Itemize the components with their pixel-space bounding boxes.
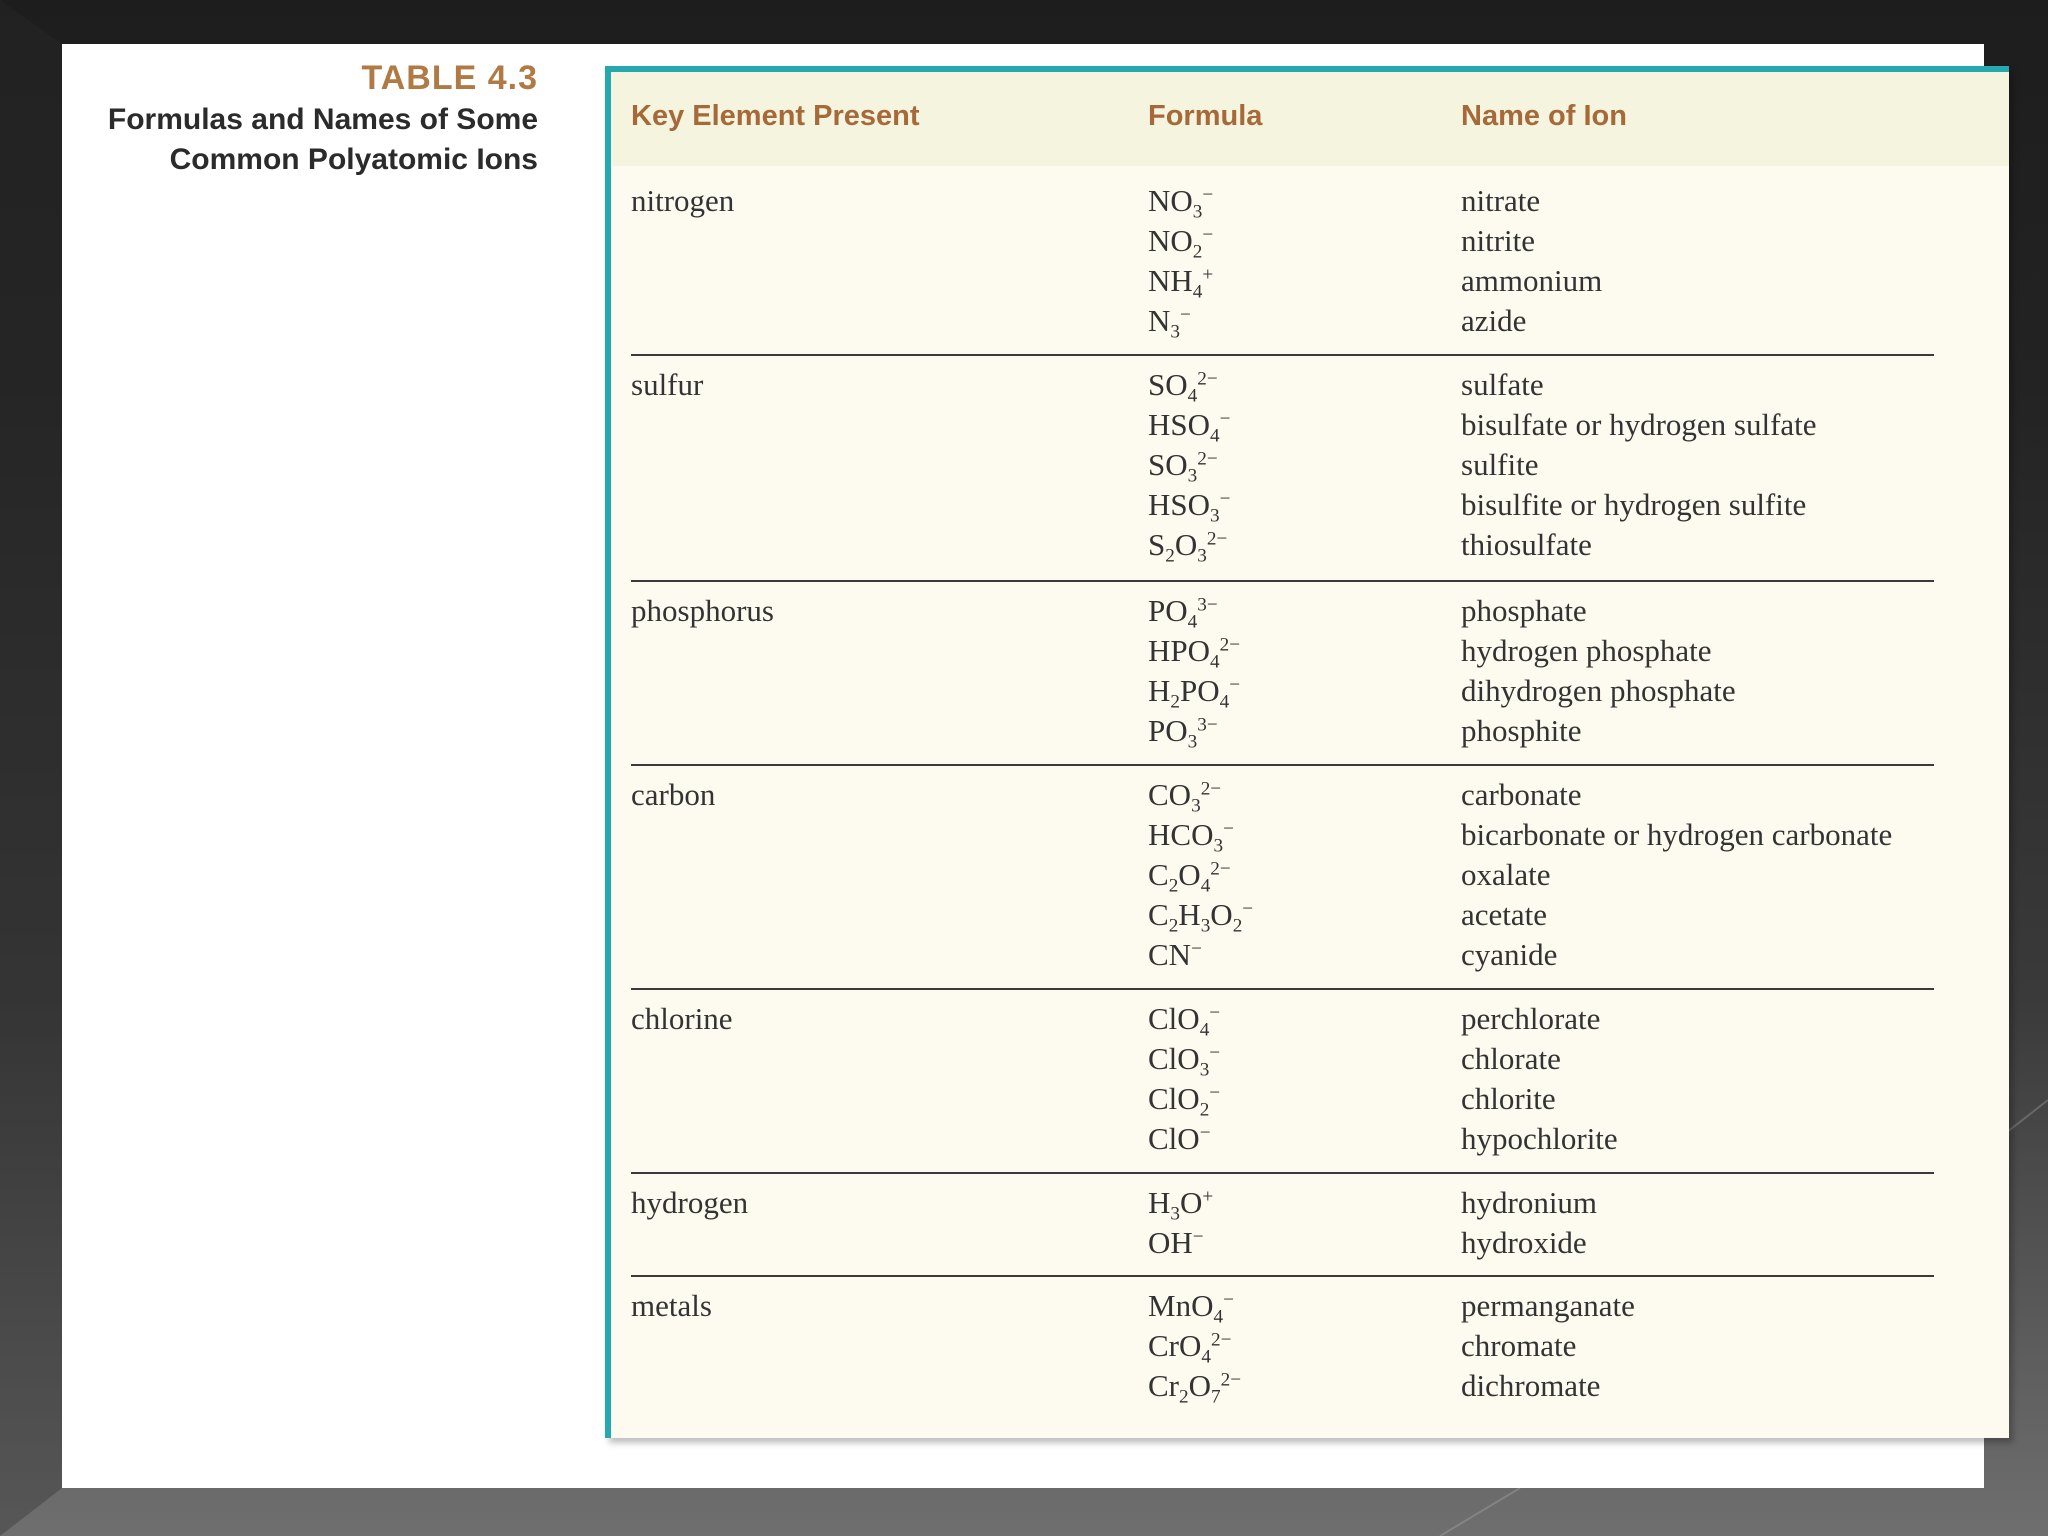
key-element-cell: metals (631, 1288, 712, 1323)
ion-name-cell: hydroxide (1461, 1225, 1587, 1260)
ion-name-cell: sulfate (1461, 367, 1544, 402)
ion-name-cell: azide (1461, 303, 1527, 338)
formula-cell: ClO$_2$− (1148, 1081, 1221, 1121)
ion-name-cell: hypochlorite (1461, 1121, 1618, 1156)
formula-cell: $NO_3^-$ (1148, 183, 1214, 223)
formula-cell: ClO− (1148, 1121, 1211, 1156)
formula-cell: $S_2O_3^{2-}$ (1148, 527, 1228, 567)
formula-cell: $HSO_4^-$ (1148, 407, 1231, 447)
ion-name-cell: chlorate (1461, 1041, 1561, 1076)
ion-name-cell: phosphite (1461, 713, 1582, 748)
polyatomic-ions-table (605, 66, 2009, 1438)
ion-name-cell: permanganate (1461, 1288, 1635, 1323)
key-element-cell: nitrogen (631, 183, 735, 218)
column-header-element: Key Element Present (631, 100, 920, 132)
ion-name-cell: chromate (1461, 1328, 1577, 1363)
formula-cell: $NO_2^-$ (1148, 223, 1214, 263)
row-divider (631, 764, 1934, 766)
key-element-cell: chlorine (631, 1001, 733, 1036)
ion-name-cell: chlorite (1461, 1081, 1556, 1116)
ion-name-cell: oxalate (1461, 857, 1551, 892)
ion-name-cell: cyanide (1461, 937, 1558, 972)
row-divider (631, 1172, 1934, 1174)
ion-name-cell: bicarbonate or hydrogen carbonate (1461, 817, 1893, 852)
formula-cell: $HSO_3^-$ (1148, 487, 1231, 527)
ion-name-cell: bisulfite or hydrogen sulfite (1461, 487, 1807, 522)
key-element-cell: carbon (631, 777, 716, 812)
formula-cell: $HCO_3^-$ (1148, 817, 1234, 857)
row-divider (631, 580, 1934, 582)
ion-name-cell: hydrogen phosphate (1461, 633, 1712, 668)
ion-name-cell: sulfite (1461, 447, 1539, 482)
key-element-cell: sulfur (631, 367, 704, 402)
table-header (611, 72, 2009, 166)
formula-cell: $PO_3^{3-}$ (1148, 713, 1218, 753)
ion-name-cell: bisulfate or hydrogen sulfate (1461, 407, 1817, 442)
formula-cell: CrO$_4^{2-}$ (1148, 1328, 1232, 1368)
formula-cell: $SO_3^{2-}$ (1148, 447, 1218, 487)
formula-cell: ClO$_4$− (1148, 1001, 1221, 1041)
formula-cell: OH− (1148, 1225, 1204, 1260)
formula-cell: ClO$_3$− (1148, 1041, 1221, 1081)
formula-cell: $C_2H_3O_2^-$ (1148, 897, 1254, 937)
ion-name-cell: hydronium (1461, 1185, 1598, 1220)
slide (62, 44, 1984, 1488)
formula-cell: $HPO_4^{2-}$ (1148, 633, 1241, 673)
formula-cell: $N_3^-$ (1148, 303, 1191, 343)
table-number: TABLE 4.3 (361, 59, 538, 97)
ion-name-cell: nitrite (1461, 223, 1536, 258)
row-divider (631, 354, 1934, 356)
ion-name-cell: thiosulfate (1461, 527, 1592, 562)
formula-cell: $H_2PO_4^-$ (1148, 673, 1241, 713)
row-divider (631, 988, 1934, 990)
formula-cell: $NH_4^+$ (1148, 263, 1214, 303)
ion-name-cell: dichromate (1461, 1368, 1601, 1403)
ion-name-cell: phosphate (1461, 593, 1587, 628)
ion-name-cell: nitrate (1461, 183, 1541, 218)
table-title-line-1: Formulas and Names of Some (107, 103, 538, 136)
key-element-cell: hydrogen (631, 1185, 749, 1220)
formula-cell: $H_3O^+$ (1148, 1185, 1214, 1225)
ion-name-cell: ammonium (1461, 263, 1603, 298)
ion-name-cell: perchlorate (1461, 1001, 1601, 1036)
ion-name-cell: carbonate (1461, 777, 1582, 812)
table-caption (62, 56, 538, 180)
formula-cell: $C_2O_4^{2-}$ (1148, 857, 1231, 897)
ion-name-cell: acetate (1461, 897, 1548, 932)
table-title-line-2: Common Polyatomic Ions (169, 143, 538, 176)
formula-cell: CN− (1148, 937, 1202, 972)
column-header-name: Name of Ion (1461, 100, 1627, 132)
formula-cell: $Cr_2O_7^{2-}$ (1148, 1368, 1242, 1408)
row-divider (631, 1275, 1934, 1277)
column-header-formula: Formula (1148, 100, 1263, 132)
key-element-cell: phosphorus (631, 593, 774, 628)
formula-cell: $PO_4^{3-}$ (1148, 593, 1218, 633)
formula-cell: MnO$_4$− (1148, 1288, 1234, 1328)
ion-name-cell: dihydrogen phosphate (1461, 673, 1736, 708)
formula-cell: $SO_4^{2-}$ (1148, 367, 1218, 407)
formula-cell: $CO_3^{2-}$ (1148, 777, 1222, 817)
